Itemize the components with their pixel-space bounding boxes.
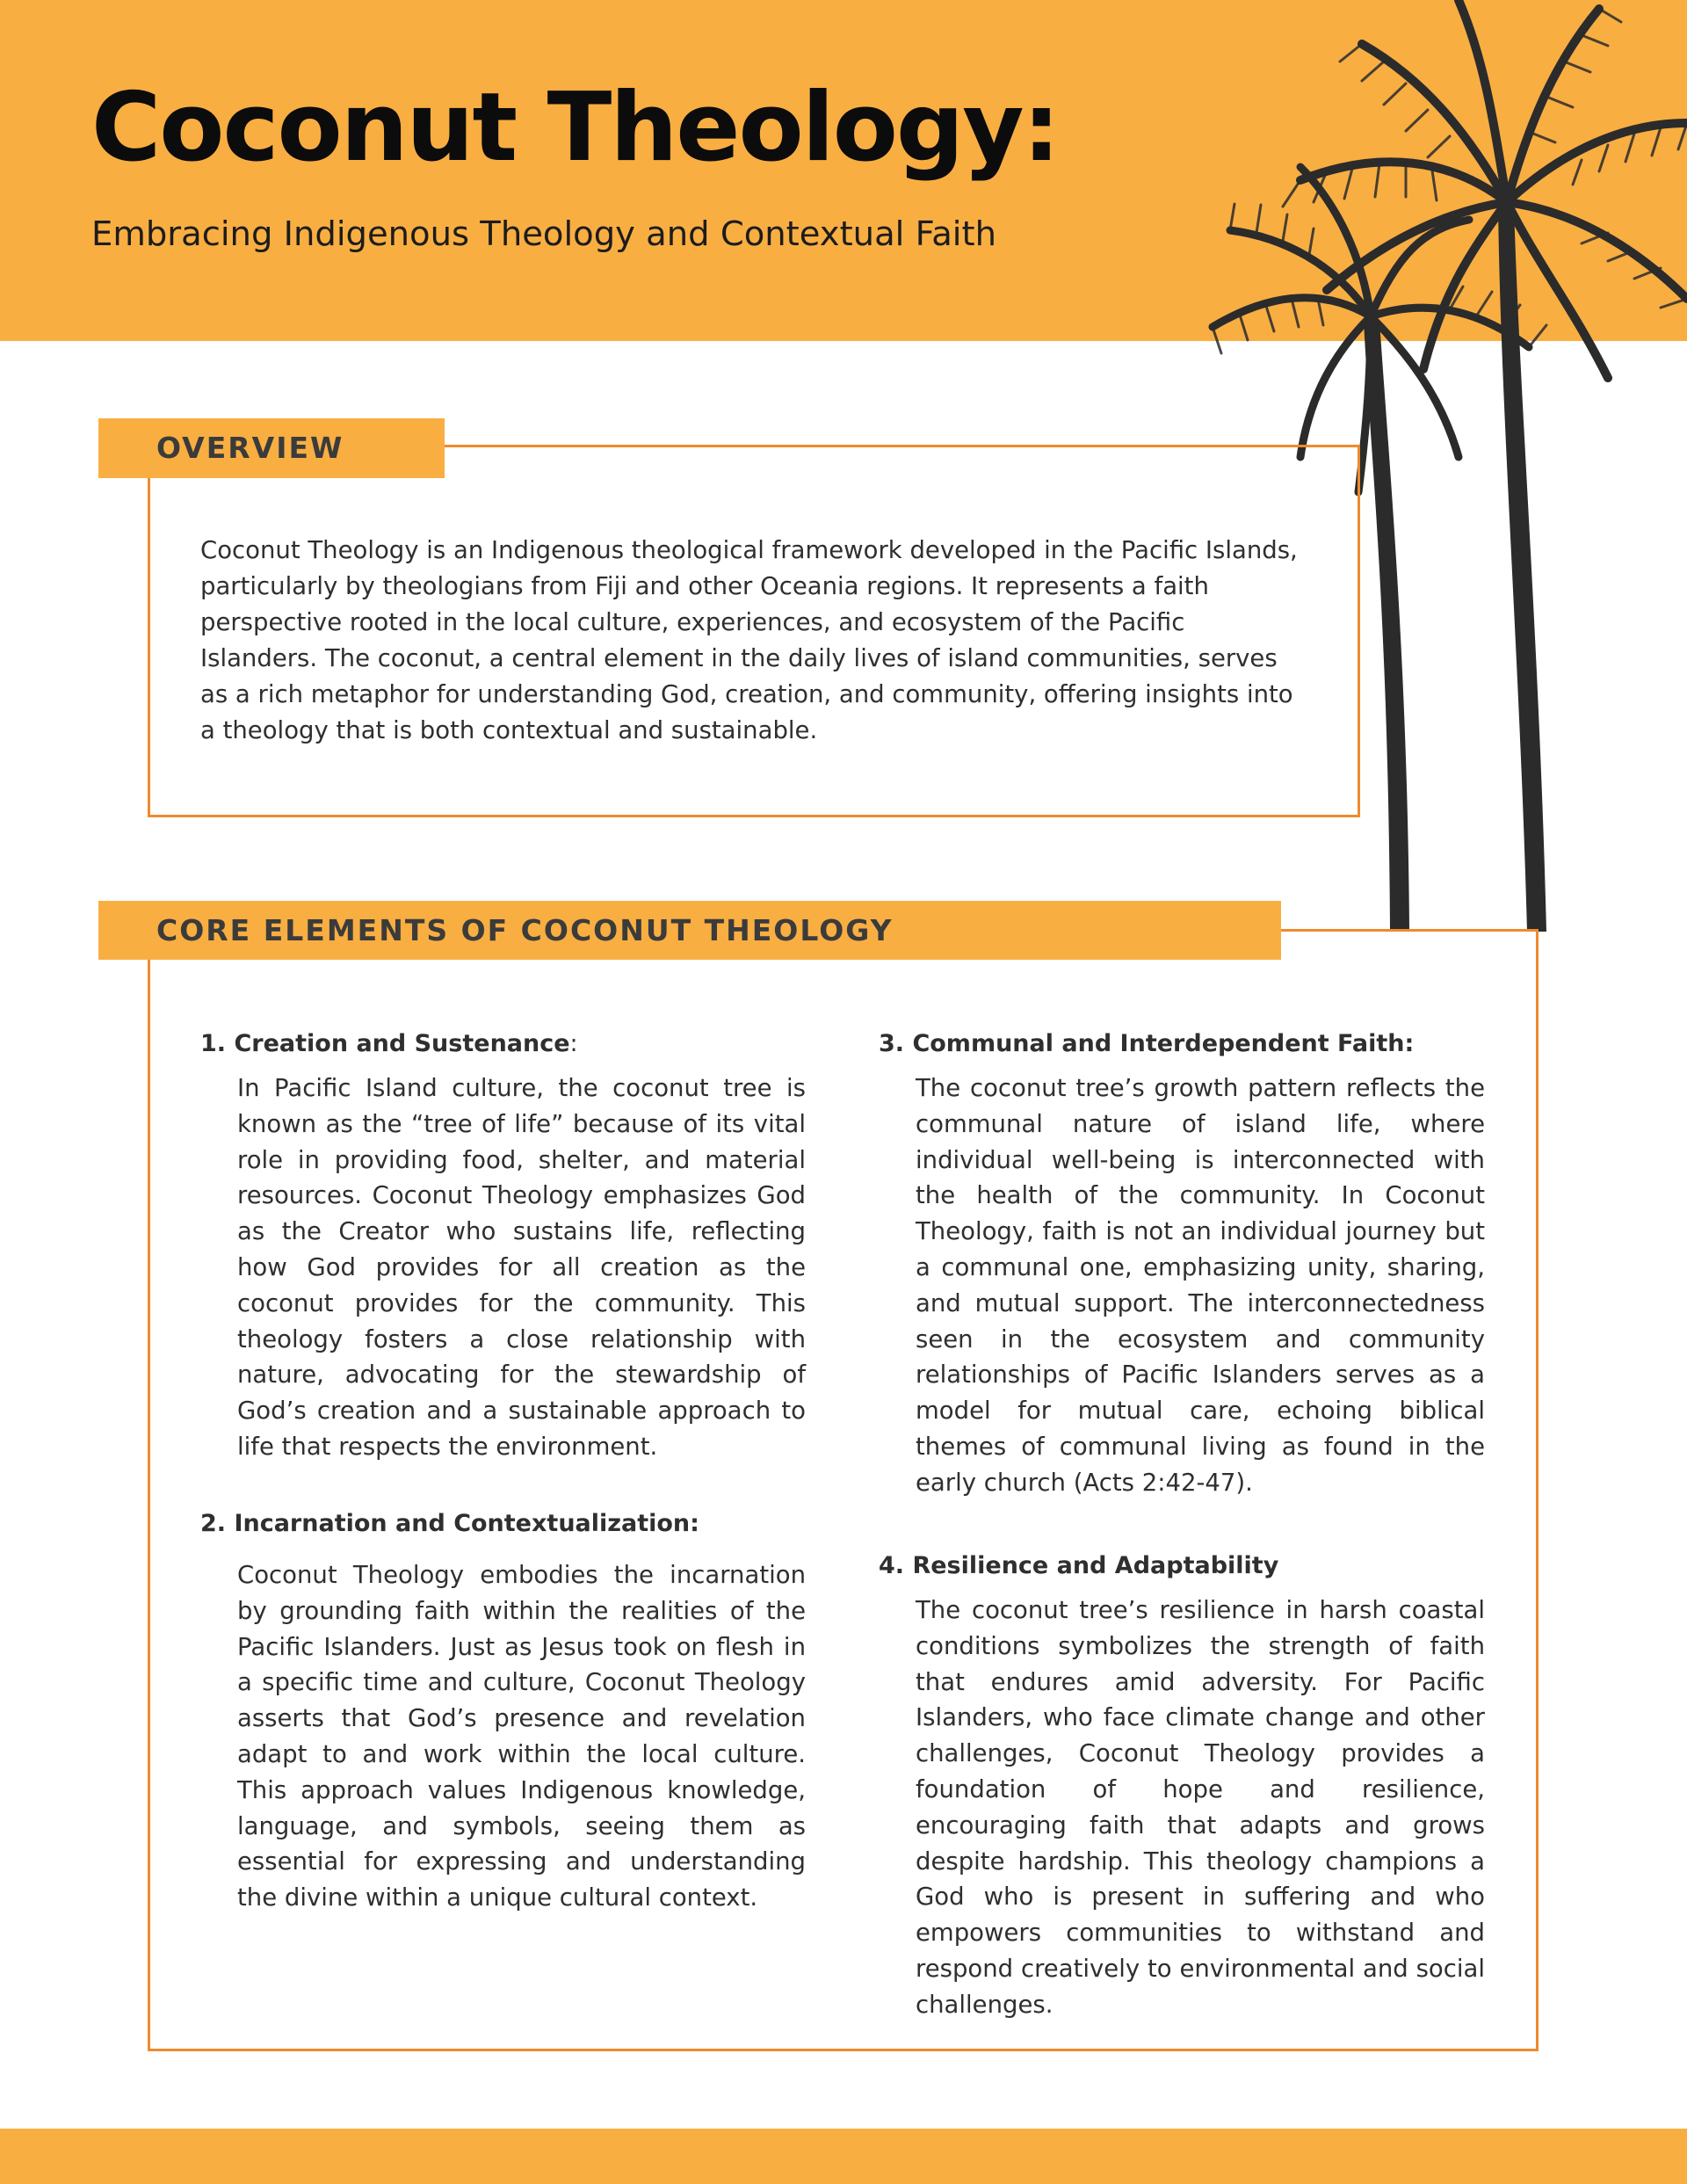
overview-label: OVERVIEW [98, 418, 445, 478]
section-2-heading: 2. Incarnation and Contextualization: [200, 1510, 699, 1537]
section-1-heading [200, 1030, 578, 1057]
section-1-heading-colon: : [569, 1030, 578, 1057]
core-elements-label: CORE ELEMENTS OF COCONUT THEOLOGY [98, 901, 1281, 960]
section-2-text: Coconut Theology embodies the incarnation by grounding faith within the realities of the Pacific Islanders. Just as Jesus took on flesh in a specific time and culture, Coconut Theology asserts that God’s presence and revelation adapt to and work within the local culture. This approach values Indigenous knowledge, language, and symbols, seeing them as essential for expressing and understanding the divine within a unique cultural context. [237, 1561, 806, 1912]
section-4-heading: 4. Resilience and Adaptability [879, 1552, 1279, 1579]
section-3-heading: 3. Communal and Interdependent Faith: [879, 1030, 1415, 1057]
page-subtitle: Embracing Indigenous Theology and Contextual Faith [91, 214, 996, 254]
section-1-text: In Pacific Island culture, the coconut tree is known as the “tree of life” because of its vital role in providing food, shelter, and material resources. Coconut Theology emphasizes God as the Creator who sustains life, reflecting how God provides for all creation as the coconut provides for the community. This theology fosters a close relationship with nature, advocating for the stewardship of God’s creation and a sustainable approach to life that respects the environment. [237, 1074, 806, 1461]
section-3-text: The coconut tree’s growth pattern reflects the communal nature of island life, where individual well-being is interconnected with the health of the community. In Coconut Theology, faith is not an individual journey but a communal one, emphasizing unity, sharing, and mutual support. The interconnectedness seen in the ecosystem and community relationships of Pacific Islanders serves as a model for mutual care, echoing biblical themes of communal living as found in the early church (Acts 2:42-47). [916, 1074, 1485, 1497]
overview-text: Coconut Theology is an Indigenous theological framework developed in the Pacific Islands, particularly by theologians from Fiji and other Oceania regions. It represents a faith perspective rooted in the local culture, experiences, and ecosystem of the Pacific Islanders. The coconut, a central element in the daily lives of island communities, serves as a rich metaphor for understanding God, creation, and community, offering insights into a theology that is both contextual and sustainable. [200, 536, 1298, 744]
section-1-heading-text: 1. Creation and Sustenance [200, 1030, 570, 1057]
section-4-text: The coconut tree’s resilience in harsh coastal conditions symbolizes the strength of faith that endures amid adversity. For Pacific Islanders, who face climate change and other challenges, Coconut Theology provides a foundation of hope and resilience, encouraging faith that adapts and grows despite hardship. This theology champions a God who is present in suffering and who empowers communities to withstand and respond creatively to environmental and social challenges. [916, 1596, 1485, 2019]
footer-band [0, 2129, 1687, 2184]
page-title: Coconut Theology: [91, 73, 1059, 183]
